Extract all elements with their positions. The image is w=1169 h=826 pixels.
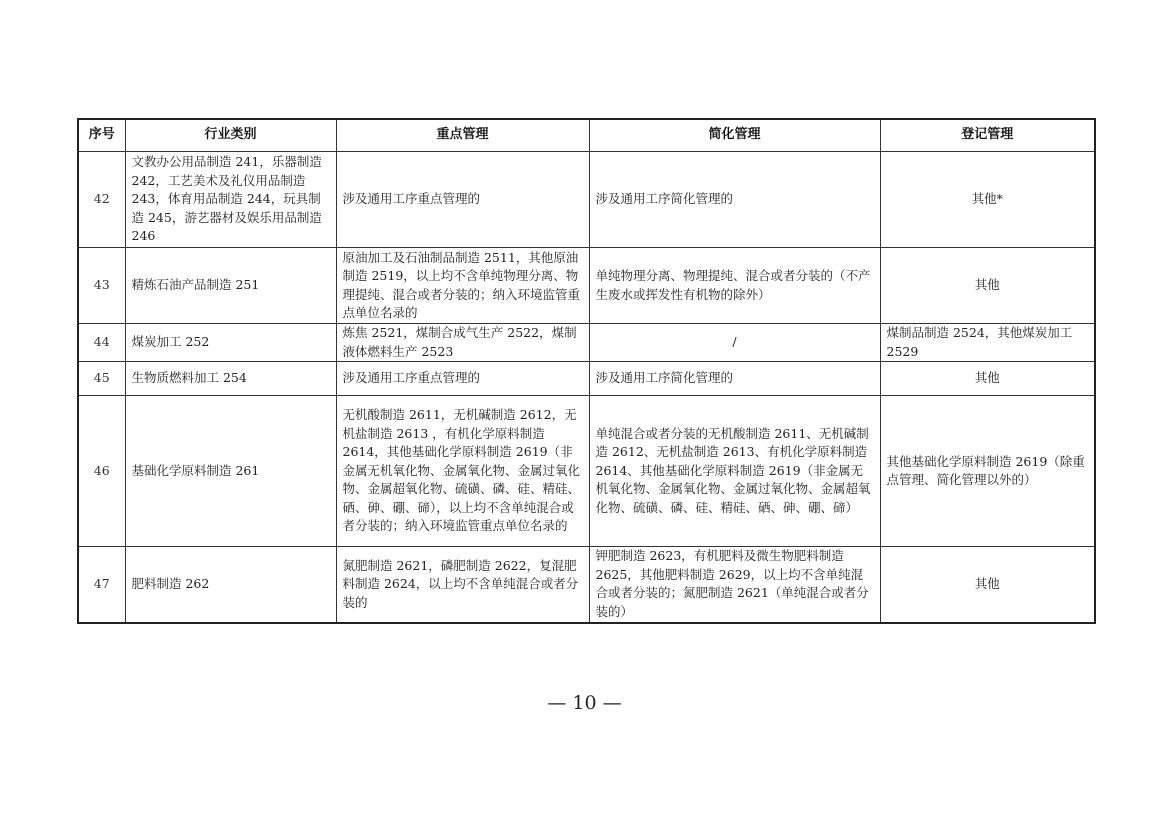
registration-management-cell: 其他: [880, 248, 1095, 324]
pollution-permit-classification-table: [77, 118, 1096, 624]
table-row: [78, 547, 1095, 623]
key-management-cell: 炼焦 2521，煤制合成气生产 2522，煤制液体燃料生产 2523: [336, 324, 589, 362]
simplified-management-cell: 单纯混合或者分装的无机酸制造 2611、无机碱制造 2612、无机盐制造 2613、有机化学原料制造 2614、其他基础化学原料制造 2619（非金属无机氧化物、金属氧化物、金属过氧化物、金属超氧化物、硫磺、磷、硅、精硅、硒、砷、硼、碲）: [589, 396, 880, 547]
simplified-management-cell: 单纯物理分离、物理提纯、混合或者分装的（不产生废水或挥发性有机物的除外）: [589, 248, 880, 324]
industry-category-cell: 煤炭加工 252: [125, 324, 336, 362]
registration-management-cell: 其他基础化学原料制造 2619（除重点管理、简化管理以外的）: [880, 396, 1095, 547]
table-header-row: [78, 119, 1095, 152]
row-number: 47: [78, 547, 125, 623]
table-row: [78, 324, 1095, 362]
industry-category-cell: 肥料制造 262: [125, 547, 336, 623]
row-number: 45: [78, 362, 125, 396]
simplified-management-cell: 涉及通用工序简化管理的: [589, 152, 880, 248]
page-number: — 10 —: [547, 692, 622, 714]
table-row: [78, 362, 1095, 396]
row-number: 43: [78, 248, 125, 324]
table-row: [78, 248, 1095, 324]
header-industry-category: 行业类别: [125, 119, 336, 152]
industry-category-cell: 精炼石油产品制造 251: [125, 248, 336, 324]
simplified-management-cell: /: [589, 324, 880, 362]
header-serial-number: 序号: [78, 119, 125, 152]
row-number: 46: [78, 396, 125, 547]
header-simplified-management: 简化管理: [589, 119, 880, 152]
industry-category-cell: 基础化学原料制造 261: [125, 396, 336, 547]
registration-management-cell: 其他: [880, 547, 1095, 623]
industry-category-cell: 文教办公用品制造 241，乐器制造 242，工艺美术及礼仪用品制造 243，体育用品制造 244，玩具制造 245，游艺器材及娱乐用品制造 246: [125, 152, 336, 248]
key-management-cell: 无机酸制造 2611，无机碱制造 2612，无机盐制造 2613 ，有机化学原料制造 2614，其他基础化学原料制造 2619（非金属无机氧化物、金属氧化物、金属过氧化物、金属超氧化物、硫磺、磷、硅、精硅、硒、砷、硼、碲），以上均不含单纯混合或者分装的；纳入环境监管重点单位名录的: [336, 396, 589, 547]
table-row: [78, 396, 1095, 547]
simplified-management-cell: 钾肥制造 2623，有机肥料及微生物肥料制造 2625，其他肥料制造 2629，以上均不含单纯混合或者分装的；氮肥制造 2621（单纯混合或者分装的）: [589, 547, 880, 623]
header-registration-management: 登记管理: [880, 119, 1095, 152]
registration-management-cell: 其他: [880, 362, 1095, 396]
key-management-cell: 原油加工及石油制品制造 2511，其他原油制造 2519，以上均不含单纯物理分离、物理提纯、混合或者分装的；纳入环境监管重点单位名录的: [336, 248, 589, 324]
row-number: 44: [78, 324, 125, 362]
table-row: [78, 152, 1095, 248]
industry-category-cell: 生物质燃料加工 254: [125, 362, 336, 396]
key-management-cell: 涉及通用工序重点管理的: [336, 362, 589, 396]
registration-management-cell: 其他*: [880, 152, 1095, 248]
row-number: 42: [78, 152, 125, 248]
header-key-management: 重点管理: [336, 119, 589, 152]
key-management-cell: 氮肥制造 2621，磷肥制造 2622，复混肥料制造 2624，以上均不含单纯混合或者分装的: [336, 547, 589, 623]
simplified-management-cell: 涉及通用工序简化管理的: [589, 362, 880, 396]
registration-management-cell: 煤制品制造 2524，其他煤炭加工 2529: [880, 324, 1095, 362]
key-management-cell: 涉及通用工序重点管理的: [336, 152, 589, 248]
